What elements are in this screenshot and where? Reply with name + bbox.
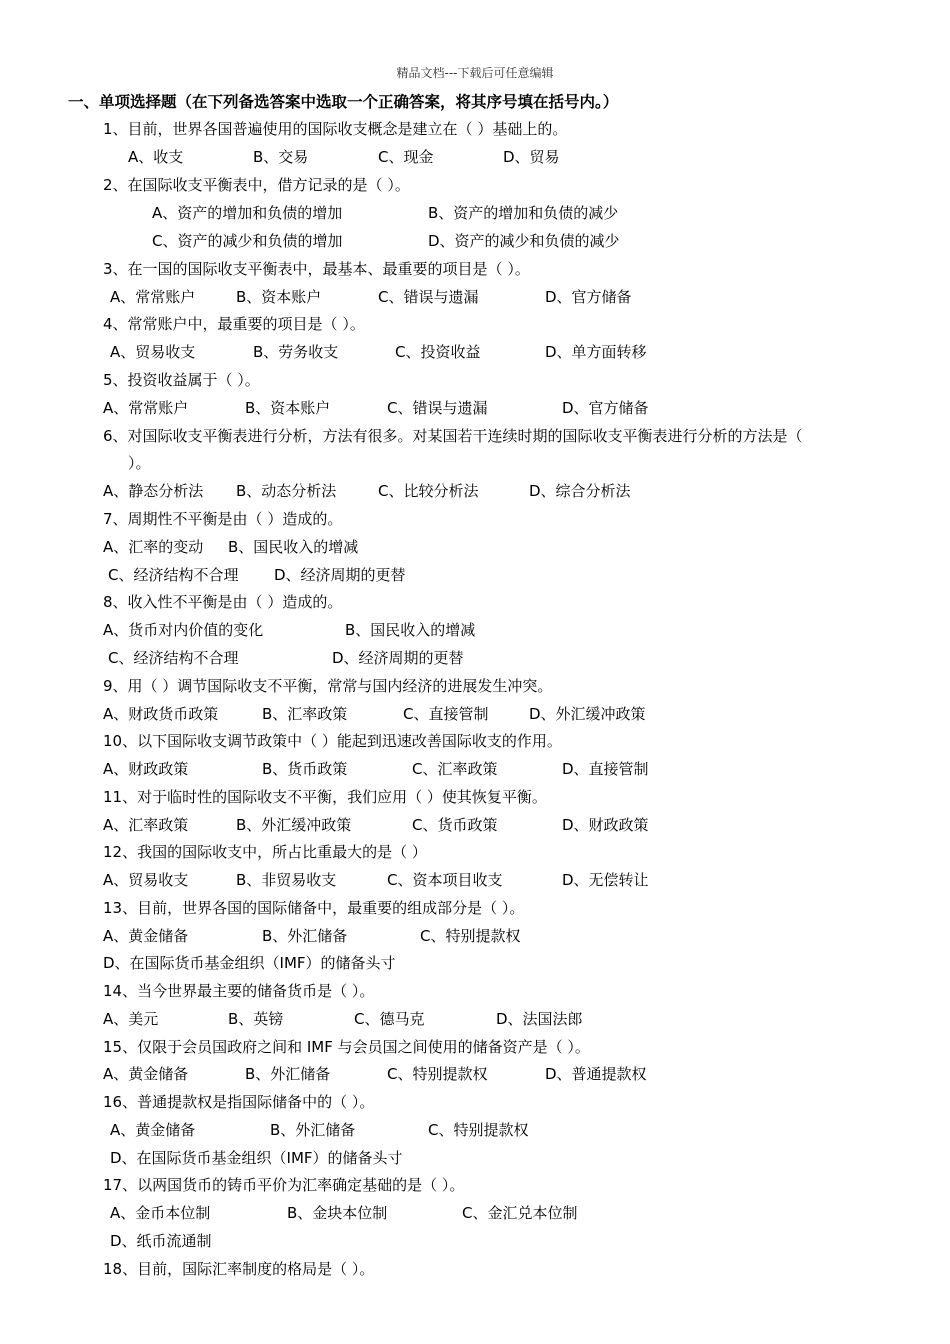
option-b: B、英镑: [228, 1010, 284, 1028]
option-d: D、综合分析法: [529, 482, 631, 500]
option-c: C、资产的减少和负债的增加: [152, 232, 343, 250]
page-header: 精品文档---下载后可任意编辑: [396, 66, 554, 80]
question-text: 1、目前，世界各国普遍使用的国际收支概念是建立在（ ）基础上的。: [103, 120, 568, 138]
question-text: 4、常常账户中，最重要的项目是（ ）。: [103, 315, 365, 333]
option-a: A、美元: [103, 1010, 159, 1028]
option-d: D、单方面转移: [545, 343, 647, 361]
option-b: B、汇率政策: [262, 705, 348, 723]
option-d: D、直接管制: [562, 760, 649, 778]
question-text: 10、以下国际收支调节政策中（ ）能起到迅速改善国际收支的作用。: [103, 732, 562, 750]
option-a: A、黄金储备: [103, 927, 189, 945]
question-text: 2、在国际收支平衡表中，借方记录的是（ ）。: [103, 176, 410, 194]
option-c: C、特别提款权: [420, 927, 521, 945]
option-c: C、现金: [378, 148, 434, 166]
question-text: 18、目前，国际汇率制度的格局是（ ）。: [103, 1260, 375, 1278]
option-c: C、汇率政策: [412, 760, 498, 778]
option-d: D、资产的减少和负债的减少: [428, 232, 620, 250]
option-d: D、经济周期的更替: [274, 566, 406, 584]
option-b: B、资产的增加和负债的减少: [428, 204, 619, 222]
option-d: D、经济周期的更替: [332, 649, 464, 667]
option-a: A、常常账户: [103, 399, 189, 417]
question-text: 14、当今世界最主要的储备货币是（ ）。: [103, 982, 375, 1000]
option-a: A、金币本位制: [110, 1204, 211, 1222]
option-b: B、外汇缓冲政策: [236, 816, 352, 834]
option-b: B、货币政策: [262, 760, 348, 778]
option-d: D、在国际货币基金组织（IMF）的储备头寸: [103, 954, 396, 972]
option-b: B、外汇储备: [262, 927, 348, 945]
option-a: A、财政货币政策: [103, 705, 219, 723]
option-a: A、黄金储备: [103, 1065, 189, 1083]
question-text: 7、周期性不平衡是由（ ）造成的。: [103, 510, 343, 528]
option-d: D、财政政策: [562, 816, 649, 834]
option-b: B、国民收入的增减: [228, 538, 359, 556]
option-a: A、汇率的变动: [103, 538, 204, 556]
option-c: C、错误与遗漏: [378, 288, 479, 306]
option-b: B、金块本位制: [287, 1204, 388, 1222]
option-d: D、外汇缓冲政策: [529, 705, 646, 723]
option-b: B、非贸易收支: [236, 871, 337, 889]
question-text: 13、目前，世界各国的国际储备中，最重要的组成部分是（ ）。: [103, 899, 525, 917]
question-text: 6、对国际收支平衡表进行分析，方法有很多。对某国若干连续时期的国际收支平衡表进行分析的方法是（: [103, 427, 803, 445]
option-a: A、汇率政策: [103, 816, 189, 834]
option-b: B、资本账户: [236, 288, 322, 306]
option-d: D、官方储备: [545, 288, 632, 306]
question-text: 9、用（ ）调节国际收支不平衡，常常与国内经济的进展发生冲突。: [103, 677, 553, 695]
question-text: 3、在一国的国际收支平衡表中，最基本、最重要的项目是（ ）。: [103, 260, 530, 278]
option-c: C、货币政策: [412, 816, 498, 834]
option-c: C、直接管制: [403, 705, 489, 723]
option-a: A、货币对内价值的变化: [103, 621, 264, 639]
option-b: B、交易: [253, 148, 309, 166]
question-text: 16、普通提款权是指国际储备中的（ ）。: [103, 1093, 375, 1111]
option-a: A、财政政策: [103, 760, 189, 778]
question-text: 8、收入性不平衡是由（ ）造成的。: [103, 593, 343, 611]
section-title: 一、单项选择题（在下列备选答案中选取一个正确答案，将其序号填在括号内。）: [68, 93, 619, 111]
option-a: A、资产的增加和负债的增加: [152, 204, 343, 222]
option-c: C、金汇兑本位制: [462, 1204, 578, 1222]
option-a: A、收支: [128, 148, 184, 166]
question-text: 5、投资收益属于（ ）。: [103, 371, 260, 389]
option-b: B、外汇储备: [245, 1065, 331, 1083]
option-d: D、官方储备: [562, 399, 649, 417]
option-a: A、贸易收支: [110, 343, 196, 361]
option-d: D、纸币流通制: [110, 1232, 212, 1250]
option-b: B、劳务收支: [253, 343, 339, 361]
question-text: 15、仅限于会员国政府之间和 IMF 与会员国之间使用的储备资产是（ ）。: [103, 1038, 590, 1056]
option-a: A、贸易收支: [103, 871, 189, 889]
option-d: D、法国法郎: [496, 1010, 583, 1028]
option-d: D、贸易: [503, 148, 560, 166]
option-d: D、在国际货币基金组织（IMF）的储备头寸: [110, 1149, 403, 1167]
question-text: 17、以两国货币的铸币平价为汇率确定基础的是（ ）。: [103, 1176, 465, 1194]
option-d: D、无偿转让: [562, 871, 649, 889]
option-c: C、特别提款权: [428, 1121, 529, 1139]
question-text: 12、我国的国际收支中，所占比重最大的是（ ）: [103, 843, 427, 861]
option-c: C、特别提款权: [387, 1065, 488, 1083]
option-a: A、常常账户: [110, 288, 196, 306]
option-c: C、资本项目收支: [387, 871, 503, 889]
option-b: B、资本账户: [245, 399, 331, 417]
option-c: C、错误与遗漏: [387, 399, 488, 417]
question-text: 11、对于临时性的国际收支不平衡，我们应用（ ）使其恢复平衡。: [103, 788, 547, 806]
option-a: A、黄金储备: [110, 1121, 196, 1139]
question-text: ）。: [128, 454, 151, 472]
option-c: C、经济结构不合理: [108, 649, 239, 667]
option-b: B、外汇储备: [270, 1121, 356, 1139]
option-c: C、经济结构不合理: [108, 566, 239, 584]
option-b: B、动态分析法: [236, 482, 337, 500]
option-a: A、静态分析法: [103, 482, 204, 500]
option-c: C、比较分析法: [378, 482, 479, 500]
option-d: D、普通提款权: [545, 1065, 647, 1083]
option-b: B、国民收入的增减: [345, 621, 476, 639]
option-c: C、德马克: [354, 1010, 425, 1028]
option-c: C、投资收益: [395, 343, 481, 361]
